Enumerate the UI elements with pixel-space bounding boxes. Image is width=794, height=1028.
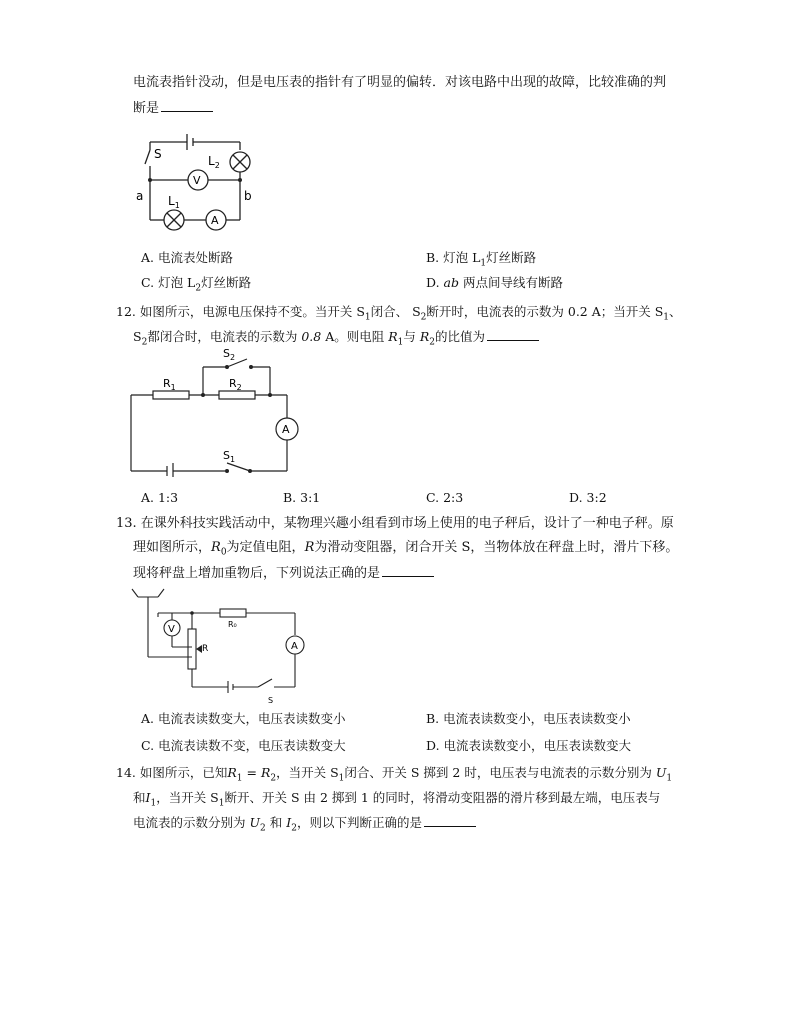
resistor-r1-label: $R_1$ (163, 377, 176, 392)
answer-blank[interactable] (382, 563, 434, 577)
rheostat-r-label: R (202, 644, 209, 654)
q12-stem-line2: $S_2$都闭合时，电流表的示数为 0.8 A。则电阻 $R_1$与 $R_2$的比值为 (133, 327, 539, 352)
q13-stem-line2: 理如图所示，$R_0$为定值电阻，R为滑动变阻器，闭合开关 S，当物体放在秤盘上时，滑片下移。 (133, 540, 679, 558)
q11-option-d[interactable]: D. ab 两点间导线有断路 (426, 275, 564, 290)
switch-s-label: S (268, 696, 274, 705)
q12-option-c[interactable]: C. 2:3 (426, 490, 464, 505)
point-b-label: b (244, 189, 252, 203)
answer-blank[interactable] (424, 813, 476, 827)
switch-s-label: S (154, 147, 162, 161)
q12-circuit-diagram (125, 345, 305, 477)
lamp-l2-label: $L_2$ (208, 154, 220, 170)
q13-stem-line3: 现将秤盘上增加重物后，下列说法正确的是 (133, 563, 434, 583)
q14-stem-line2: 和$I_1$，当开关 $S_1$断开、开关 S 由 2 掷到 1 的同时，将滑动变阻器的滑片移到最左端，电压表与 (133, 790, 661, 809)
q13-option-b[interactable]: B. 电流表读数变小，电压表读数变小 (426, 711, 631, 726)
ammeter-symbol: A (211, 214, 219, 227)
resistor-r0-label: R₀ (228, 620, 237, 629)
q12-option-b[interactable]: B. 3:1 (283, 490, 321, 505)
point-a-label: a (136, 189, 144, 203)
q12-option-a[interactable]: A. 1:3 (141, 490, 179, 505)
q12-option-d[interactable]: D. 3:2 (569, 490, 607, 505)
q11-stem-line1: 电流表指针没动，但是电压表的指针有了明显的偏转．对该电路中出现的故障，比较准确的判 (133, 75, 667, 90)
switch-s2-label: $S_2$ (223, 347, 236, 362)
answer-blank[interactable] (487, 327, 539, 341)
ammeter-symbol: A (291, 641, 298, 652)
voltmeter-symbol: V (193, 174, 201, 187)
voltmeter-symbol: V (168, 624, 175, 635)
q13-stem-line1: 13. 在课外科技实践活动中，某物理兴趣小组看到市场上使用的电子秤后，设计了一种电子秤。原 (116, 516, 674, 531)
q11-stem-line2: 断是 (133, 98, 213, 118)
ammeter-symbol: A (282, 423, 290, 436)
q11-option-a[interactable]: A. 电流表处断路 (141, 250, 233, 265)
q12-stem-line1: 12. 如图所示，电源电压保持不变。当开关 $S_1$闭合、 $S_2$断开时，电流表的示数为 0.2 A；当开关 $S_1$、 (116, 304, 682, 323)
q13-option-d[interactable]: D. 电流表读数变小，电压表读数变大 (426, 738, 632, 753)
q11-option-b[interactable]: B. 灯泡 $L_1$灯丝断路 (426, 250, 537, 269)
q14-stem-line3: 电流表的示数分别为 $U_2$ 和 $I_2$，则以下判断正确的是 (133, 813, 476, 838)
q13-option-c[interactable]: C. 电流表读数不变，电压表读数变大 (141, 738, 346, 753)
q13-option-a[interactable]: A. 电流表读数变大，电压表读数变小 (141, 711, 346, 726)
switch-s1-label: $S_1$ (223, 449, 236, 464)
q14-stem-line1: 14. 如图所示，已知$R_1 = R_2$，当开关 $S_1$闭合、开关 S 掷到 2 时，电压表与电流表的示数分别为 $U_1$ (116, 765, 673, 784)
lamp-l1-label: $L_1$ (168, 194, 180, 210)
q11-option-c[interactable]: C. 灯泡 $L_2$灯丝断路 (141, 275, 252, 294)
resistor-r2-label: $R_2$ (229, 377, 242, 392)
q13-scale-circuit-diagram (130, 585, 310, 707)
q11-circuit-diagram (130, 120, 265, 238)
answer-blank[interactable] (161, 98, 213, 112)
